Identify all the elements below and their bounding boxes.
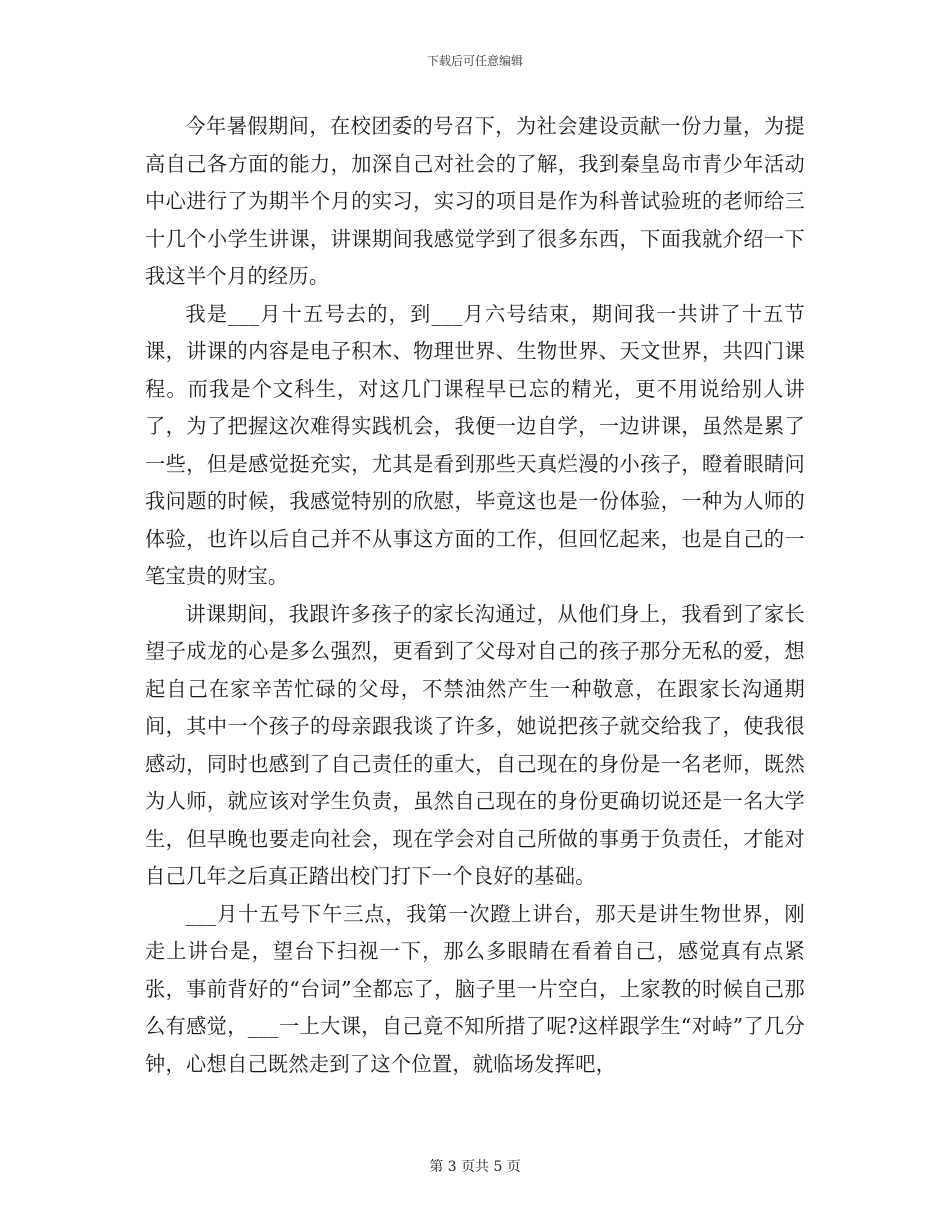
document-body — [145, 108, 805, 1083]
page-footer: 第 3 页共 5 页 — [429, 1159, 521, 1175]
paragraph-1: 今年暑假期间，在校团委的号召下，为社会建设贡献一份力量，为提高自己各方面的能力，加深自己对社会的了解，我到秦皇岛市青少年活动中心进行了为期半个月的实习，实习的项目是作为科普试验班的老师给三十几个小学生讲课，讲课期间我感觉学到了很多东西，下面我就介绍一下我这半个月的经历。 — [145, 114, 805, 288]
paragraph-4: ___月十五号下午三点，我第一次蹬上讲台，那天是讲生物世界，刚走上讲台是，望台下扫视一下，那么多眼睛在看着自己，感觉真有点紧张，事前背好的“台词”全都忘了，脑子里一片空白，上家教的时候自己那么有感觉，___一上大课，自己竟不知所措了呢?这样跟学生“对峙”了几分钟，心想自己既然走到了这个位置，就临场发挥吧， — [145, 901, 805, 1076]
paragraph-3: 讲课期间，我跟许多孩子的家长沟通过，从他们身上，我看到了家长望子成龙的心是多么强烈，更看到了父母对自己的孩子那分无私的爱，想起自己在家辛苦忙碌的父母，不禁油然产生一种敬意，在跟家长沟通期间，其中一个孩子的母亲跟我谈了许多，她说把孩子就交给我了，使我很感动，同时也感到了自己责任的重大，自己现在的身份是一名老师，既然为人师，就应该对学生负责，虽然自己现在的身份更确切说还是一名大学生，但早晚也要走向社会，现在学会对自己所做的事勇于负责任，才能对自己几年之后真正踏出校门打下一个良好的基础。 — [145, 601, 805, 888]
paragraph-2: 我是___月十五号去的，到___月六号结束，期间我一共讲了十五节课，讲课的内容是电子积木、物理世界、生物世界、天文世界，共四门课程。而我是个文科生，对这几门课程早已忘的精光，更不用说给别人讲了，为了把握这次难得实践机会，我便一边自学，一边讲课，虽然是累了一些，但是感觉挺充实，尤其是看到那些天真烂漫的小孩子，瞪着眼睛问我问题的时候，我感觉特别的欣慰，毕竟这也是一份体验，一种为人师的体验，也许以后自己并不从事这方面的工作，但回忆起来，也是自己的一笔宝贵的财宝。 — [145, 301, 805, 588]
page-header: 下载后可任意编辑 — [426, 54, 523, 68]
